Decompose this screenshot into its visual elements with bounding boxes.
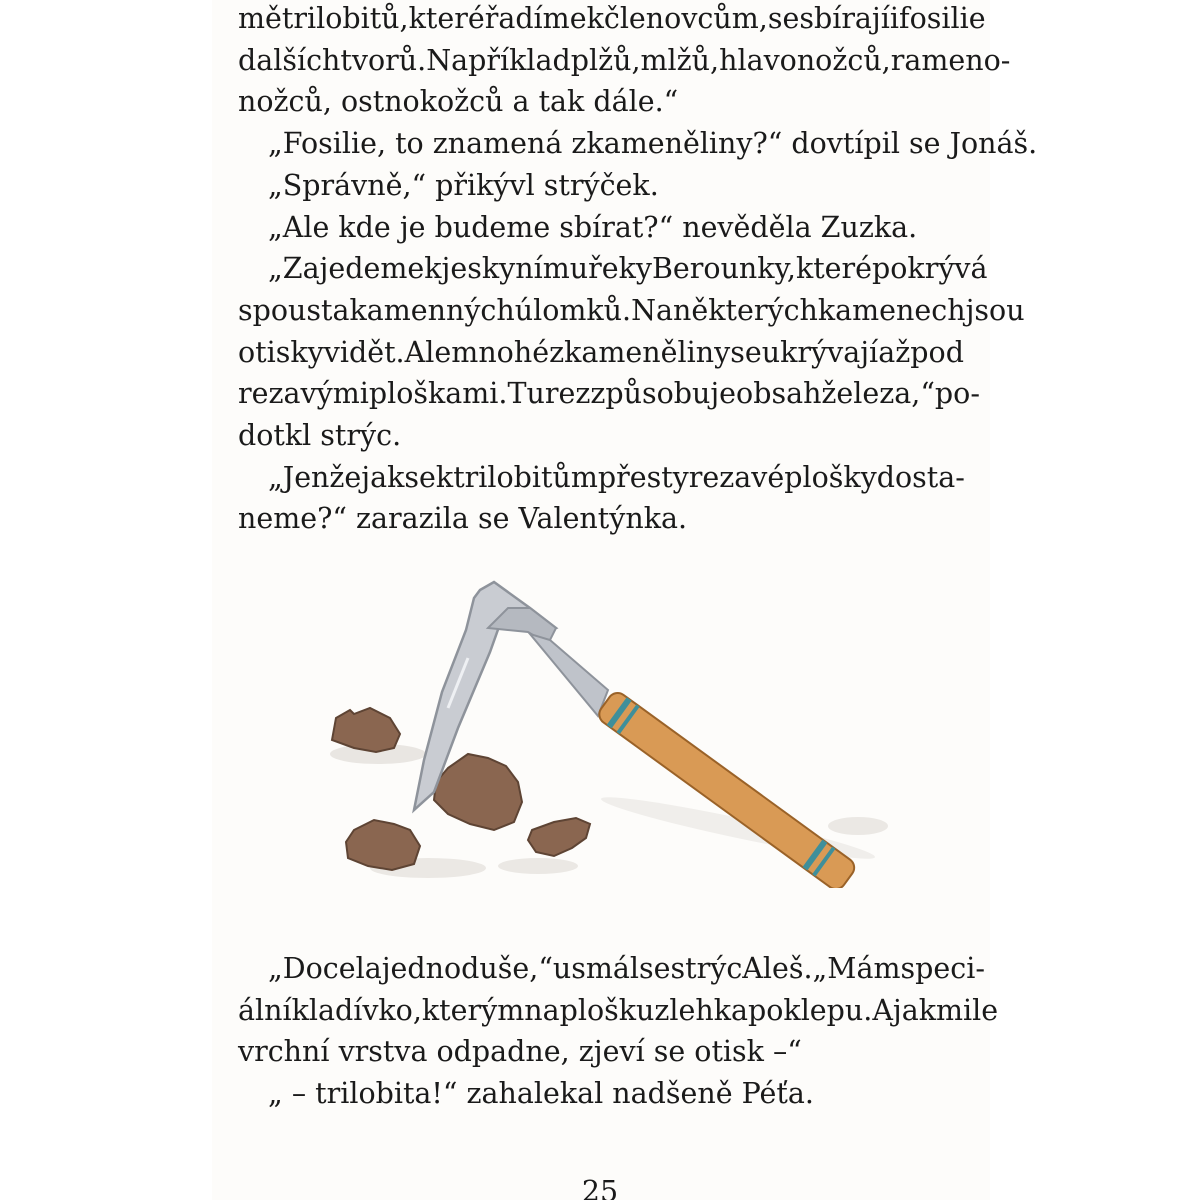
word: zkameněliny bbox=[549, 335, 731, 369]
text-line bbox=[238, 40, 1011, 82]
word: hlavonožců, bbox=[719, 43, 891, 77]
rock-center bbox=[434, 754, 522, 830]
hammer-shaft bbox=[530, 634, 608, 716]
word: A bbox=[872, 993, 893, 1027]
text-line: nožců, ostnokožců a tak dále.“ bbox=[238, 85, 679, 119]
text-line: „ – trilobita!“ zahalekal nadšeně Péťa. bbox=[268, 1077, 814, 1111]
word: jsou bbox=[965, 293, 1025, 327]
word: Ale bbox=[404, 335, 452, 369]
text-line: „Fosilie, to znamená zkameněliny?“ dovtípil se Jonáš. bbox=[268, 127, 1038, 161]
word: „Zajedeme bbox=[268, 252, 425, 286]
word: se bbox=[639, 952, 671, 985]
rock-top-left bbox=[332, 708, 400, 752]
word: Aleš. bbox=[742, 952, 813, 985]
handle-grip bbox=[595, 689, 858, 888]
word: mě bbox=[238, 2, 282, 35]
word: „Jenže bbox=[268, 460, 362, 494]
word: rameno- bbox=[890, 43, 1011, 77]
word: kamenných bbox=[349, 293, 515, 327]
word: které bbox=[408, 2, 485, 35]
word: po- bbox=[934, 377, 980, 411]
word: řadíme bbox=[484, 2, 587, 35]
text-line bbox=[238, 457, 964, 499]
word: Na bbox=[631, 293, 674, 327]
word: „Mám bbox=[812, 952, 901, 985]
word: kterým bbox=[421, 993, 525, 1027]
word: u bbox=[569, 252, 589, 286]
word: které bbox=[795, 252, 873, 286]
word: ty bbox=[661, 460, 689, 494]
word: se bbox=[767, 2, 800, 35]
word: k bbox=[424, 252, 442, 286]
page-number: 25 bbox=[581, 1175, 619, 1200]
word: vidět. bbox=[323, 335, 405, 369]
word: plžů, bbox=[570, 43, 641, 77]
word: fosilie bbox=[899, 2, 986, 35]
word: pokrývá bbox=[872, 252, 988, 286]
text-line: „Správně,“ přikývl strýček. bbox=[268, 168, 659, 202]
text-line: neme?“ zarazila se Valentýnka. bbox=[238, 502, 688, 536]
word: kamenech bbox=[817, 293, 966, 327]
text-line bbox=[238, 332, 964, 374]
word: jakmile bbox=[892, 993, 999, 1027]
word: až bbox=[878, 335, 911, 369]
text-line bbox=[238, 290, 1025, 332]
word: pod bbox=[910, 335, 964, 369]
word: rez bbox=[544, 377, 591, 411]
word: speci- bbox=[900, 952, 985, 985]
word: i bbox=[889, 2, 900, 35]
text-line: „Ale kde je budeme sbírat?“ nevěděla Zuzka. bbox=[268, 210, 918, 244]
word: usmál bbox=[552, 952, 640, 985]
word: k bbox=[435, 460, 454, 494]
word: jeskyním bbox=[441, 252, 570, 286]
hammer-illustration bbox=[318, 568, 902, 888]
text-line: vrchní vrstva odpadne, zjeví se otisk –“ bbox=[238, 1035, 802, 1069]
word: řeky bbox=[588, 252, 652, 286]
rock-bottom-right bbox=[528, 818, 590, 856]
word: dosta- bbox=[876, 460, 965, 494]
text-line bbox=[238, 948, 985, 990]
word: jak bbox=[361, 460, 405, 494]
word: železa,“ bbox=[821, 377, 935, 411]
word: ploškami. bbox=[368, 377, 508, 411]
text-line: dotkl strýc. bbox=[238, 419, 402, 453]
text-block-bottom bbox=[238, 948, 999, 1115]
word: jednoduše,“ bbox=[381, 952, 553, 985]
word: plošku bbox=[559, 993, 655, 1027]
word: zlehka bbox=[654, 993, 749, 1027]
word: se bbox=[404, 460, 436, 494]
text-line bbox=[238, 990, 999, 1032]
word: úlomků. bbox=[514, 293, 632, 327]
word: k bbox=[586, 2, 604, 35]
word: se bbox=[730, 335, 762, 369]
word: Berounky, bbox=[651, 252, 796, 286]
word: mnohé bbox=[451, 335, 550, 369]
text-block-top bbox=[238, 0, 1038, 540]
word: „Docela bbox=[268, 952, 382, 985]
text-line bbox=[238, 0, 986, 40]
word: spousta bbox=[238, 293, 350, 327]
rock-shadow bbox=[498, 858, 578, 874]
word: rezavé bbox=[688, 460, 785, 494]
word: trilobitů, bbox=[281, 2, 409, 35]
word: strýc bbox=[670, 952, 743, 985]
word: některých bbox=[673, 293, 818, 327]
hammer-handle bbox=[595, 689, 858, 888]
rock-bottom-left bbox=[346, 820, 420, 870]
text-line bbox=[238, 248, 988, 290]
word: obsah bbox=[736, 377, 822, 411]
word: dalších bbox=[238, 43, 341, 77]
word: trilobitům bbox=[453, 460, 598, 494]
word: sbírají bbox=[799, 2, 890, 35]
word: ální bbox=[238, 993, 292, 1027]
word: Například bbox=[426, 43, 571, 77]
word: rezavými bbox=[238, 377, 369, 411]
word: tvorů. bbox=[340, 43, 427, 77]
word: plošky bbox=[784, 460, 877, 494]
word: Tu bbox=[507, 377, 545, 411]
rock-group bbox=[332, 708, 590, 870]
word: otisky bbox=[238, 335, 324, 369]
text-line bbox=[238, 373, 980, 415]
word: poklepu. bbox=[748, 993, 873, 1027]
word: ukrývají bbox=[761, 335, 879, 369]
word: způsobuje bbox=[590, 377, 737, 411]
word: na bbox=[524, 993, 560, 1027]
word: mlžů, bbox=[640, 43, 720, 77]
word: členovcům, bbox=[603, 2, 768, 35]
hammer-shadow bbox=[828, 817, 888, 835]
word: kladívko, bbox=[291, 993, 422, 1027]
word: přes bbox=[597, 460, 662, 494]
